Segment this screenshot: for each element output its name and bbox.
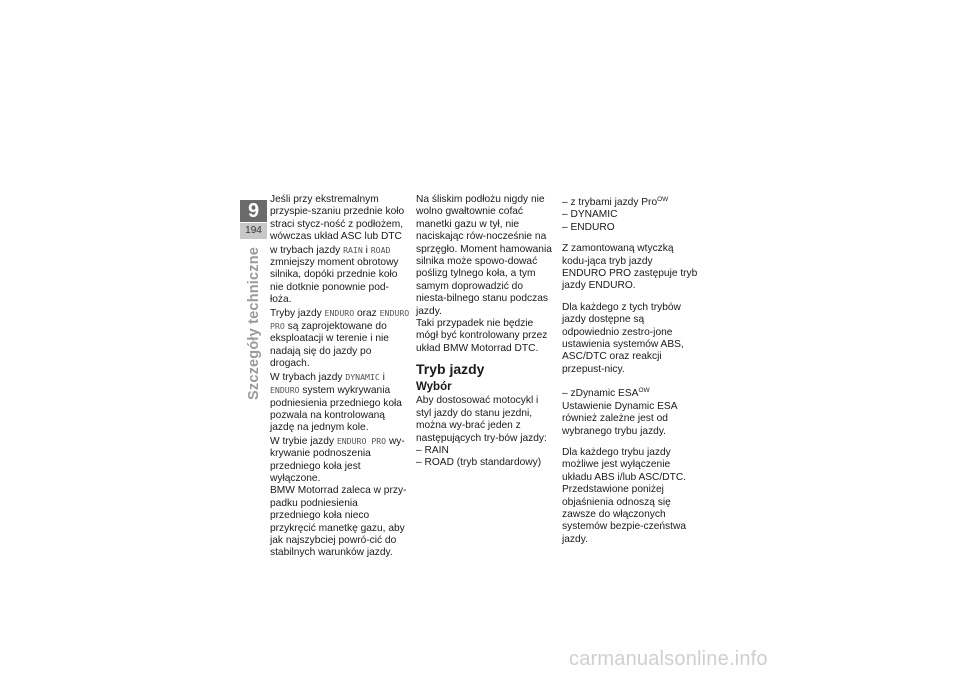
text: i xyxy=(379,371,385,383)
watermark: carmanualsonline.info xyxy=(569,648,768,670)
chapter-number-badge: 9 xyxy=(240,200,267,222)
section-heading: Tryb jazdy xyxy=(416,361,485,378)
text-column-1 xyxy=(270,194,410,560)
text: są zaprojektowane do eksploatacji w terenie i nie nadają się do jazdy po drogach. xyxy=(270,321,389,370)
mode-road: ROAD xyxy=(370,244,391,255)
paragraph: Dla każdego z tych trybów jazdy dostępne są odpowiednio zestro-jone ustawienia systemów ABS, ASC/DTC oraz reakcji przepust-nicy. xyxy=(562,301,684,375)
superscript: OW xyxy=(638,387,650,395)
chapter-side-title: Szczegóły techniczne xyxy=(246,246,262,400)
paragraph xyxy=(270,435,410,486)
paragraph: Z zamontowaną wtyczką kodu-jąca tryb jazdy ENDURO PRO zastępuje tryb jazdy ENDURO. xyxy=(562,243,698,292)
list-item: – ENDURO xyxy=(562,221,615,233)
paragraph xyxy=(270,194,410,307)
paragraph: Aby dostosować motocykl i styl jazdy do stanu jezdni, można wy-brać jeden z następujących try-bów jazdy: xyxy=(416,395,547,444)
mode-dynamic: DYNAMIC xyxy=(345,371,380,382)
mode-enduro: ENDURO xyxy=(270,385,300,396)
mode-enduro: ENDURO xyxy=(324,307,355,318)
paragraph: Ustawienie Dynamic ESA również zależne jest od wybranego trybu jazdy. xyxy=(562,400,677,437)
text-column-2 xyxy=(416,194,552,470)
text: wy-krywanie podnoszenia przedniego koła jest wyłączone. xyxy=(270,435,405,484)
superscript: OW xyxy=(657,196,669,203)
text: oraz xyxy=(354,307,380,319)
paragraph: Dla każdego trybu jazdy możliwe jest wyłączenie układu ABS i/lub ASC/DTC. Przedstawione poniżej objaśnienia odnoszą się zawsze do włączonych systemów bezpie-czeństwa jazdy. xyxy=(562,446,687,545)
list-item: – RAIN xyxy=(416,444,449,456)
list-item: – DYNAMIC xyxy=(562,209,618,221)
paragraph: Taki przypadek nie będzie mógł być kontrolowany przez układ BMW Motorrad DTC. xyxy=(416,318,548,354)
paragraph: BMW Motorrad zaleca w przy-padku podniesienia przedniego koła nieco przykręcić manetkę gazu, aby jak najszybciej powró-cić do stabilnych warunków jazdy. xyxy=(270,485,407,559)
text: – zDynamic ESA xyxy=(562,388,639,400)
text: system wykrywania podniesienia przedniego koła pozwala na kontrolowaną jazdę na jednym kole. xyxy=(270,385,402,434)
list-item xyxy=(562,385,698,400)
text: – z trybami jazdy Pro xyxy=(562,197,658,208)
text: Tryby jazdy xyxy=(270,307,325,319)
paragraph: Na śliskim podłożu nigdy nie wolno gwałtownie cofać manetki gazu w tył, nie naciskając rów-nocześnie na sprzęgło. Moment hamowania silnika może spowo-dować poślizg tylnego koła, a tym samym doprowadzić do niesta-bilnego stanu podczas jazdy. xyxy=(416,194,552,317)
text: W trybach jazdy xyxy=(270,371,346,383)
mode-enduro-pro: ENDURO PRO xyxy=(336,435,387,446)
mode-rain: RAIN xyxy=(343,244,363,255)
paragraph xyxy=(270,371,410,435)
text: zmniejszy moment obrotowy silnika, dopóki przednie koło nie dotknie ponownie pod-łoża. xyxy=(270,257,399,306)
text: i xyxy=(362,244,371,256)
list-item: – ROAD (tryb standardowy) xyxy=(416,457,542,469)
mode-enduro-pro: ENDURO PRO xyxy=(270,307,410,332)
list-item xyxy=(562,194,698,209)
page-number: 194 xyxy=(240,223,267,239)
text: Jeśli przy ekstremalnym przyspie-szaniu przednie koło straci stycz-ność z podłożem, wówczas układ ASC lub DTC w trybach jazdy xyxy=(270,194,405,256)
text-column-3 xyxy=(562,194,698,546)
text: W trybie jazdy xyxy=(270,435,337,447)
paragraph xyxy=(270,307,410,371)
subsection-heading: Wybór xyxy=(416,381,452,394)
